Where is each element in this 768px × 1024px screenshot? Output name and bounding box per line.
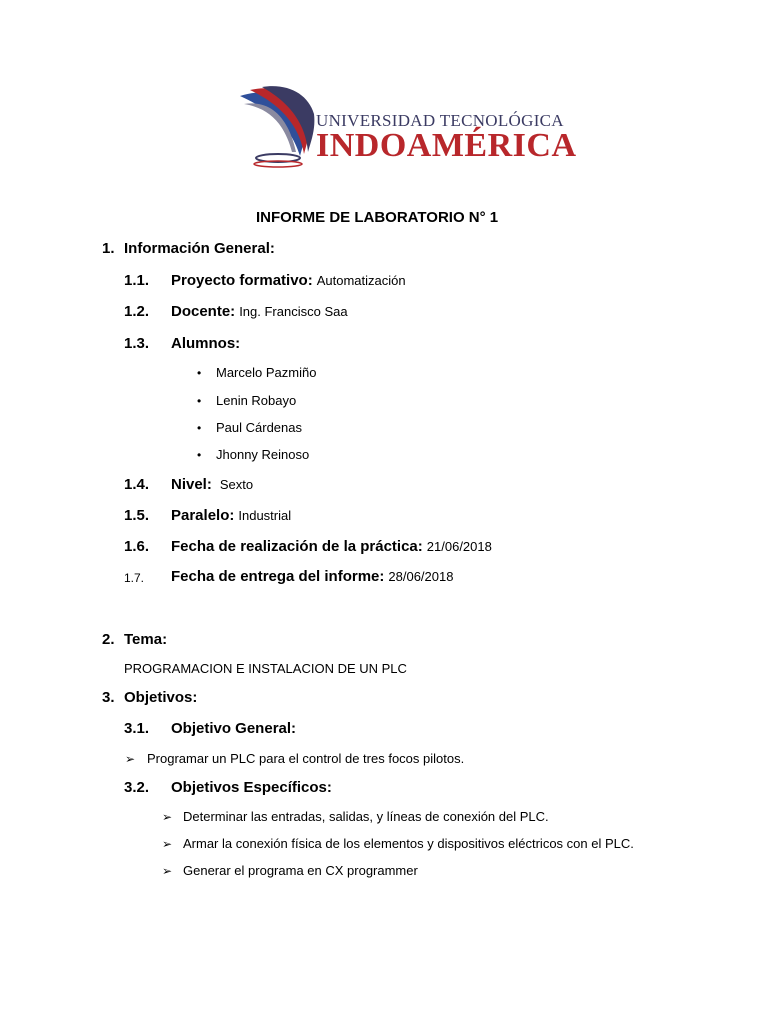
paralelo-row [171, 507, 291, 525]
paralelo-label: Paralelo: [171, 507, 235, 524]
item-number: 3.1. [124, 720, 150, 737]
proyecto-label: Proyecto formativo: [171, 272, 313, 289]
item-number: 1.6. [124, 538, 150, 555]
logo-emblem [236, 86, 577, 170]
fecha-entrega-row [171, 568, 453, 586]
section3-heading: Objetivos: [124, 689, 198, 706]
objetivos-especificos-label: Objetivos Específicos: [171, 779, 332, 796]
section2-heading: Tema: [124, 631, 168, 648]
list-item: Generar el programa en CX programmer [183, 863, 418, 878]
section3-number: 3. [102, 689, 115, 706]
item-number: 1.5. [124, 507, 150, 524]
list-item: Determinar las entradas, salidas, y líneas de conexión del PLC. [183, 809, 549, 824]
fecha-realizacion-value: 21/06/2018 [426, 539, 492, 554]
proyecto-row [171, 272, 406, 290]
docente-label: Docente: [171, 303, 236, 320]
arrow-bullet-icon: ➢ [162, 837, 173, 851]
item-number: 1.1. [124, 272, 150, 289]
logo-text-line1: UNIVERSIDAD TECNOLÓGICA [316, 111, 564, 130]
bullet-icon: • [197, 394, 202, 408]
fecha-entrega-label: Fecha de entrega del informe: [171, 568, 385, 585]
paralelo-value: Industrial [238, 508, 292, 523]
docente-row [171, 303, 348, 321]
list-item: Lenin Robayo [216, 393, 297, 408]
list-item: Jhonny Reinoso [216, 447, 310, 462]
list-item: Marcelo Pazmiño [216, 365, 317, 380]
item-number: 1.3. [124, 335, 150, 352]
nivel-value: Sexto [219, 477, 254, 492]
bullet-icon: • [197, 448, 202, 462]
nivel-label: Nivel: [171, 476, 212, 493]
item-number: 3.2. [124, 779, 150, 796]
section1-heading: Información General: [124, 240, 275, 257]
arrow-bullet-icon: ➢ [162, 810, 173, 824]
docente-value: Ing. Francisco Saa [239, 304, 348, 319]
arrow-bullet-icon: ➢ [162, 864, 173, 878]
section2-number: 2. [102, 631, 115, 648]
fecha-entrega-value: 28/06/2018 [388, 569, 454, 584]
bullet-icon: • [197, 421, 202, 435]
fecha-realizacion-row [171, 538, 492, 556]
tema-text: PROGRAMACION E INSTALACION DE UN PLC [124, 661, 407, 676]
alumnos-label: Alumnos: [171, 335, 241, 352]
section1-number: 1. [102, 240, 115, 257]
item-number: 1.7. [124, 571, 145, 585]
arrow-bullet-icon: ➢ [125, 752, 136, 766]
logo-text-line2: INDOAMÉRICA [316, 127, 577, 164]
page-title: INFORME DE LABORATORIO N° 1 [256, 209, 499, 226]
proyecto-value: Automatización [316, 273, 406, 288]
nivel-row [171, 476, 253, 494]
university-logo [236, 86, 577, 170]
list-item: Armar la conexión física de los elementos y dispositivos eléctricos con el PLC. [183, 836, 634, 851]
fecha-realizacion-label: Fecha de realización de la práctica: [171, 538, 423, 555]
bullet-icon: • [197, 366, 202, 380]
list-item: Paul Cárdenas [216, 420, 302, 435]
item-number: 1.2. [124, 303, 150, 320]
item-number: 1.4. [124, 476, 150, 493]
objetivo-general-label: Objetivo General: [171, 720, 297, 737]
objetivo-general-item: Programar un PLC para el control de tres focos pilotos. [147, 751, 465, 766]
